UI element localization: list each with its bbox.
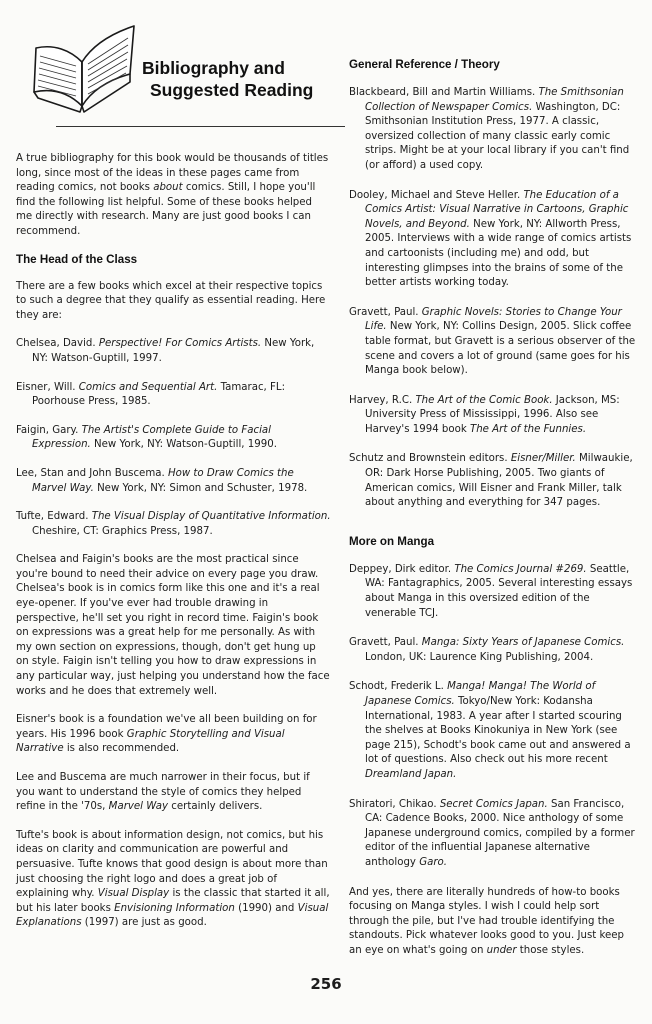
list-item: Lee, Stan and John Buscema. How to Draw Comics the Marvel Way. New York, NY: Simon and Schuster, 1978. [16,467,308,494]
commentary-eisner: Eisner's book is a foundation we've all been building on for years. His 1996 book Graphic Storytelling and Visual Narrative is also recommended. [16,714,317,755]
closing-paragraph: And yes, there are literally hundreds of how-to books focusing on Manga styles. I wish I could help sort through the pile, but I've had trouble identifying the standouts. Pick whatever looks good to you. Just keep an eye on what's going on under those styles. [349,886,625,956]
header-divider [56,126,345,127]
list-item: Faigin, Gary. The Artist's Complete Guide to Facial Expression. New York, NY: Watson-Guptill, 1990. [16,424,277,451]
list-item: Dooley, Michael and Steve Heller. The Education of a Comics Artist: Visual Narrative in Cartoons, Graphic Novels, and Beyond. New York, NY: Allworth Press, 2005. Interviews with a wide range of comics artists and cartoonists (including me) and odd, but interesting glimpses into the brains of some of the better artists working today. [349,189,632,289]
heading-more-on-manga: More on Manga [349,534,435,548]
commentary-tufte: Tufte's book is about information design, not comics, but his ideas on clarity and communication are powerful and persuasive. Tufte knows that good design is about more than just choosing the right logo and does a great job of explaining why. Visual Display is the classic that started it all, but his later books Envisioning Information (1990) and Visual Explanations (1997) are just as good. [16,829,330,929]
heading-head-of-class: The Head of the Class [16,252,138,266]
page-title-line-1: Bibliography and [142,58,285,78]
section-header [16,0,331,128]
list-item: Harvey, R.C. The Art of the Comic Book. Jackson, MS: University Press of Mississippi, 1996. Also see Harvey's 1994 book The Art of the Funnies. [349,394,620,435]
list-item: Deppey, Dirk editor. The Comics Journal #269. Seattle, WA: Fantagraphics, 2005. Several interesting essays about Manga in this oversized edition of the venerable TCJ. [349,563,633,619]
heading-general-reference: General Reference / Theory [349,58,500,71]
head-of-class-intro: There are a few books which excel at their respective topics to such a degree that they qualify as essential reading. Here they are: [16,280,326,321]
list-item: Schodt, Frederik L. Manga! Manga! The World of Japanese Comics. Tokyo/New York: Kodansha International, 1983. A year after I started scouring the shelves at Books Kinokuniya in New York (see page 215), Schodt's book came out and answered a lot of questions. Also check out his more recent Dreamland Japan. [349,681,631,780]
list-item: Shiratori, Chikao. Secret Comics Japan. San Francisco, CA: Cadence Books, 2000. Nice anthology of some Japanese underground comics, compiled by a former editor of the influential Japanese alternative anthology Garo. [349,798,635,868]
list-item: Gravett, Paul. Graphic Novels: Stories to Change Your Life. New York, NY: Collins Design, 2005. Slick coffee table format, but Gravett is a serious observer of the scene and covers a lot of ground (same goes for his Manga book below). [349,306,636,377]
list-item: Chelsea, David. Perspective! For Comics Artists. New York, NY: Watson-Guptill, 1997. [16,338,315,364]
head-of-class-list [16,337,331,539]
list-item: Eisner, Will. Comics and Sequential Art. Tamarac, FL: Poorhouse Press, 1985. [16,381,286,408]
right-column [349,58,637,973]
list-item: Gravett, Paul. Manga: Sixty Years of Japanese Comics. London, UK: Laurence King Publishing, 2004. [349,637,625,663]
open-book-icon [30,22,136,114]
intro-paragraph: A true bibliography for this book would be thousands of titles long, since most of the ideas in these pages came from reading comics, not books about comics. Still, I hope you'll find the following list helpful. Some of these books helped me directly with research. Many are just good books I can recommend. [16,153,329,237]
page-number: 256 [310,975,342,993]
left-column [16,0,331,945]
list-item: Schutz and Brownstein editors. Eisner/Miller. Milwaukie, OR: Dark Horse Publishing, 2005. Two giants of American comics, Will Eisner and Frank Miller, talk about anything and everything for 347 pages. [349,453,633,509]
list-item: Tufte, Edward. The Visual Display of Quantitative Information. Cheshire, CT: Graphics Press, 1987. [16,511,331,537]
list-item: Blackbeard, Bill and Martin Williams. The Smithsonian Collection of Newspaper Comics. Washington, DC: Smithsonian Institution Press, 1977. A classic, oversized collection of many classic early comic strips. Might be at your local library if you can't find (or afford) a used copy. [349,87,630,171]
page-title [142,57,332,101]
commentary-lee-buscema: Lee and Buscema are much narrower in their focus, but if you want to understand the style of comics they helped refine in the '70s, Marvel Way certainly delivers. [16,772,310,813]
commentary-chelsea-faigin: Chelsea and Faigin's books are the most practical since you're bound to need their advice on every page you draw. Chelsea's book is in comics form like this one and it's a real eye-opener. If you've ever had trouble drawing in perspective, he'll set you right in record time. Faigin's book on expressions was a great help for me personally. As with my own section on expressions, though, don't get hung up on style. Faigin isn't telling you how to draw expressions in any particular way, just helping you understand how the face works and he does that extremely well. [16,554,330,697]
page-title-line-2: Suggested Reading [150,80,314,100]
